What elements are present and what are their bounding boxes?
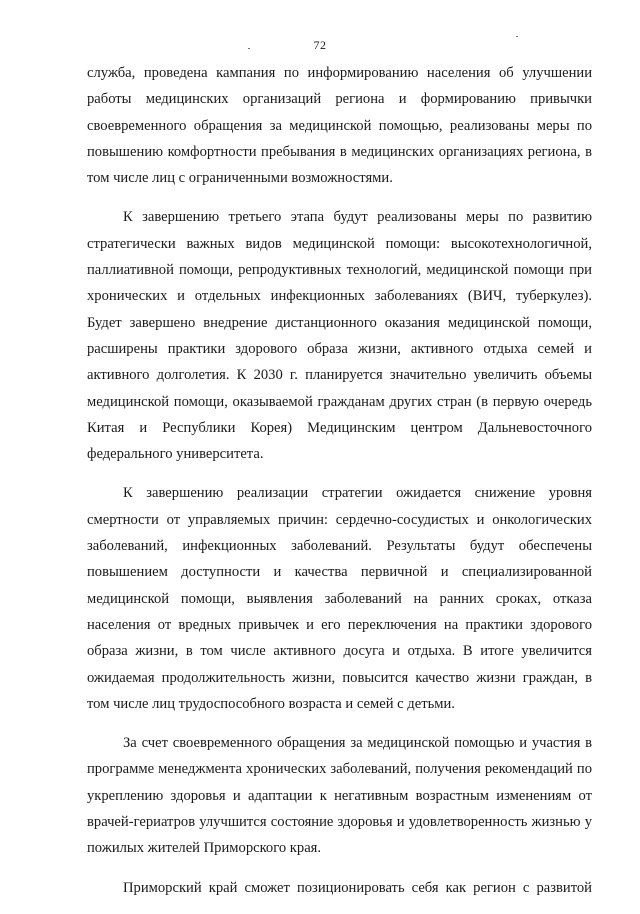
paragraph: Приморский край сможет позиционировать себя как регион с развитой bbox=[123, 879, 592, 896]
scan-speck bbox=[516, 36, 518, 37]
paragraph: служба, проведена кампания по информированию населения об улучшении работы медицинских организаций региона и формированию привычки своевременного обращения за медицинской помощью, реализованы меры по повышению комфортности пребывания в медицинских организациях региона, в том числе лиц с ограниченными возможностями. bbox=[87, 65, 592, 187]
paragraph: За счет своевременного обращения за медицинской помощью и участия в программе менеджмента хронических заболеваний, получения рекомендаций по укреплению здоровья и адаптации к негативным возрастным изменениям от врачей-гериатров улучшится состояние здоровья и удовлетворенность жизнью у пожилых жителей Приморского края. bbox=[87, 735, 592, 857]
body-text bbox=[87, 60, 592, 914]
page-number: 72 bbox=[313, 38, 327, 52]
paragraph: К завершению реализации стратегии ожидается снижение уровня смертности от управляемых причин: сердечно-сосудистых и онкологических заболеваний, инфекционных заболеваний. Результаты будут обеспечены повышением доступности и качества первичной и специализированной медицинской помощи, выявления заболеваний на ранних сроках, отказа населения от вредных привычек и его переключения на практики здорового образа жизни, в том числе активного досуга и отдыха. В итоге увеличится ожидаемая продолжительность жизни, повысится качество жизни граждан, в том числе лиц трудоспособного возраста и семей с детьми. bbox=[87, 485, 592, 712]
paragraph: К завершению третьего этапа будут реализованы меры по развитию стратегически важных видов медицинской помощи: высокотехнологичной, паллиативной помощи, репродуктивных технологий, медицинской помощи при хронических и отдельных инфекционных заболеваниях (ВИЧ, туберкулез). Будет завершено внедрение дистанционного оказания медицинской помощи, расширены практики здорового образа жизни, активного отдыха семей и активного долголетия. К 2030 г. планируется значительно увеличить объемы медицинской помощи, оказываемой гражданам других стран (в первую очередь Китая и Республики Корея) Медицинским центром Дальневосточного федерального университета. bbox=[87, 209, 592, 463]
